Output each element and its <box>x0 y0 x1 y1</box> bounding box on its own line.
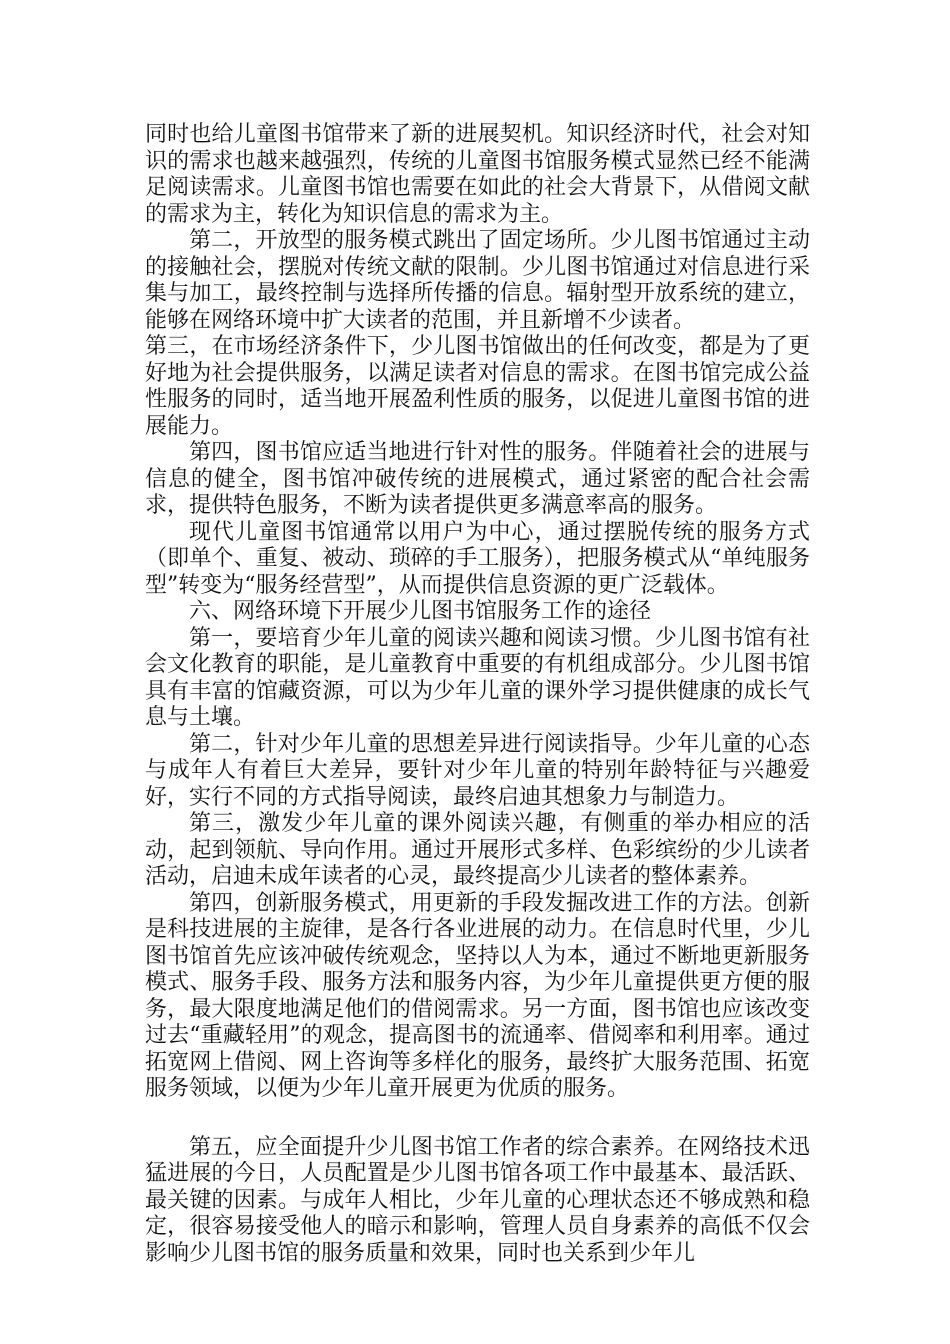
paragraph-p3: 第三，在市场经济条件下，少儿图书馆做出的任何改变，都是为了更好地为社会提供服务，以满足读者对信息的需求。在图书馆完成公益性服务的同时，适当地开展盈利性质的服务，以促进儿童图书馆的进展能力。 <box>145 334 810 439</box>
section-paragraph-2: 第二，针对少年儿童的思想差异进行阅读指导。少年儿童的心态与成年人有着巨大差异，要针对少年儿童的特别年龄特征与兴趣爱好，实行不同的方式指导阅读，最终启迪其想象力与制造力。 <box>145 731 810 810</box>
document-page <box>145 122 810 1267</box>
section-paragraph-5: 第五，应全面提升少儿图书馆工作者的综合素养。在网络技术迅猛进展的今日，人员配置是少儿图书馆各项工作中最基本、最活跃、最关键的因素。与成年人相比，少年儿童的心理状态还不够成熟和稳定，很容易接受他人的暗示和影响，管理人员自身素养的高低不仅会影响少儿图书馆的服务质量和效果，同时也关系到少年儿 <box>145 1134 810 1266</box>
paragraph-p1: 同时也给儿童图书馆带来了新的进展契机。知识经济时代，社会对知识的需求也越来越强烈，传统的儿童图书馆服务模式显然已经不能满足阅读需求。儿童图书馆也需要在如此的社会大背景下，从借阅文献的需求为主，转化为知识信息的需求为主。 <box>145 122 810 227</box>
section-paragraph-1: 第一，要培育少年儿童的阅读兴趣和阅读习惯。少儿图书馆有社会文化教育的职能，是儿童教育中重要的有机组成部分。少儿图书馆具有丰富的馆藏资源，可以为少年儿童的课外学习提供健康的成长气息与土壤。 <box>145 625 810 730</box>
section-heading: 六、网络环境下开展少儿图书馆服务工作的途径 <box>189 599 652 624</box>
paragraph-p2: 第二，开放型的服务模式跳出了固定场所。少儿图书馆通过主动的接触社会，摆脱对传统文献的限制。少儿图书馆通过对信息进行采集与加工，最终控制与选择所传播的信息。辐射型开放系统的建立，能够在网络环境中扩大读者的范围，并且新增不少读者。 <box>145 228 810 333</box>
paragraph-p4: 第四，图书馆应适当地进行针对性的服务。伴随着社会的进展与信息的健全，图书馆冲破传统的进展模式，通过紧密的配合社会需求，提供特色服务，不断为读者提供更多满意率高的服务。 <box>145 440 810 518</box>
section-paragraph-3: 第三，激发少年儿童的课外阅读兴趣，有侧重的举办相应的活动，起到领航、导向作用。通过开展形式多样、色彩缤纷的少儿读者活动，启迪未成年读者的心灵，最终提高少儿读者的整体素养。 <box>145 811 810 889</box>
paragraph-p5: 现代儿童图书馆通常以用户为中心，通过摆脱传统的服务方式（即单个、重复、被动、琐碎的手工服务），把服务模式从“单纯服务型”转变为“服务经营型”，从而提供信息资源的更广泛载体。 <box>145 519 810 598</box>
section-paragraph-4: 第四，创新服务模式，用更新的手段发掘改进工作的方法。创新是科技进展的主旋律，是各行各业进展的动力。在信息时代里，少儿图书馆首先应该冲破传统观念，坚持以人为本，通过不断地更新服务模式、服务手段、服务方法和服务内容，为少年儿童提供更方便的服务，最大限度地满足他们的借阅需求。另一方面，图书馆也应该改变过去“重藏轻用”的观念，提高图书的流通率、借阅率和利用率。通过拓宽网上借阅、网上咨询等多样化的服务，最终扩大服务范围、拓宽服务领域，以便为少年儿童开展更为优质的服务。 <box>145 890 810 1101</box>
